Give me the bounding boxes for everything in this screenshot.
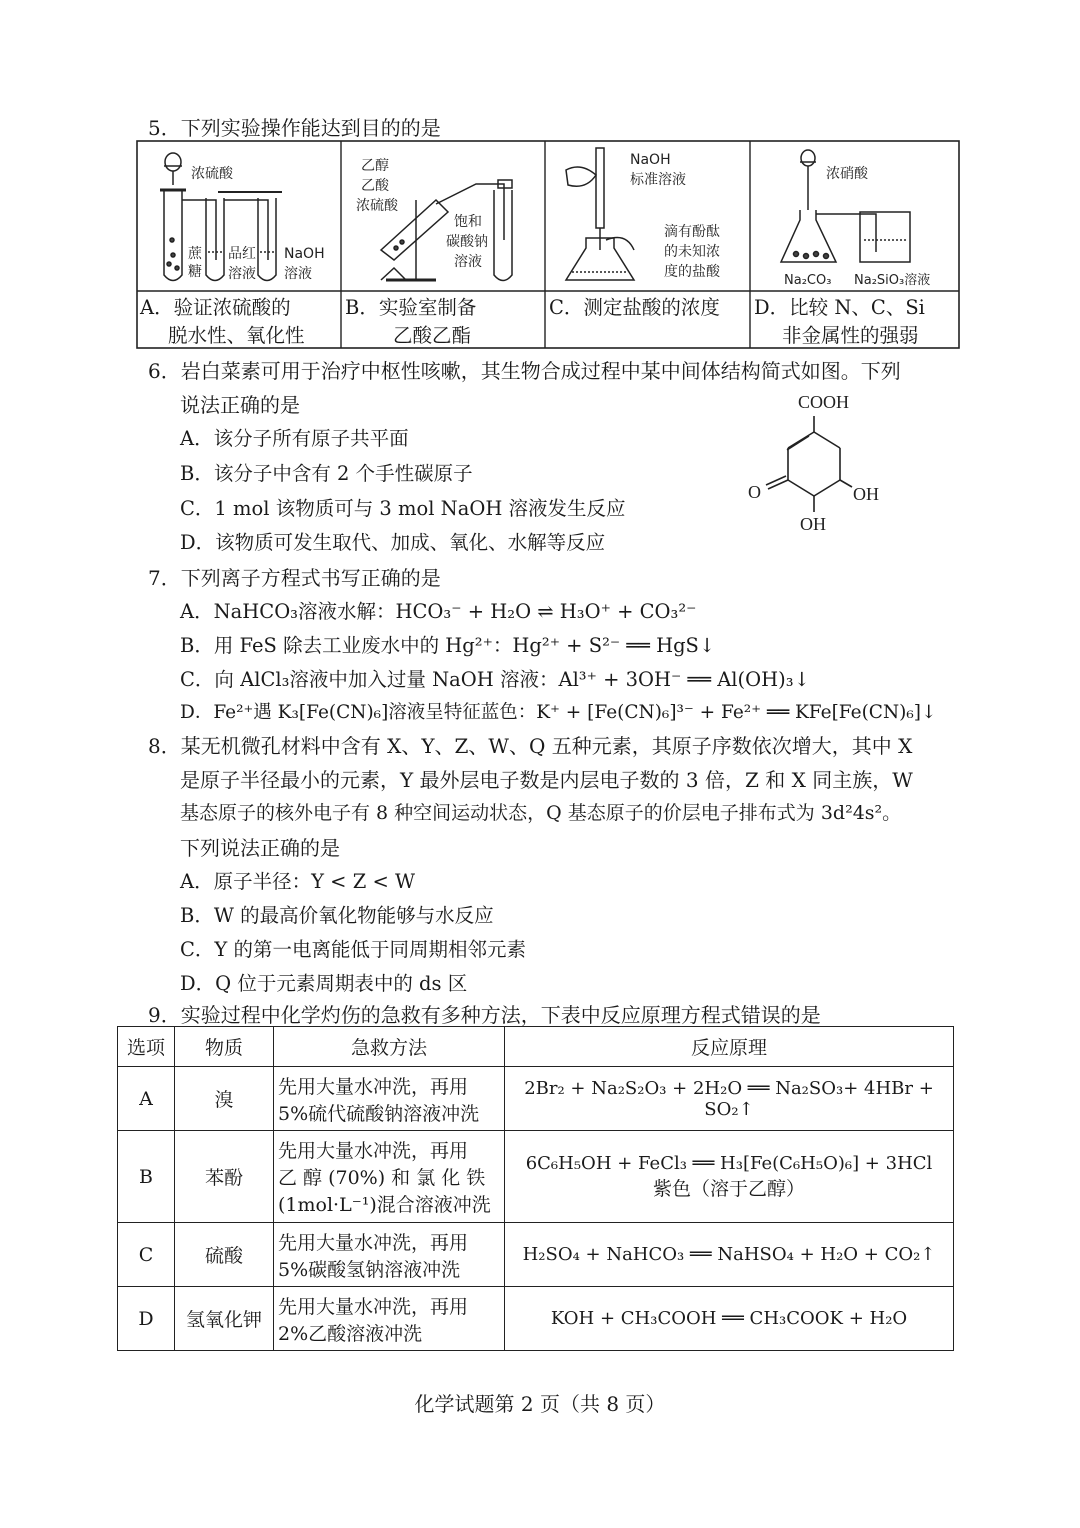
q6-option-a: A．该分子所有原子共平面: [180, 427, 409, 450]
struct-o: O: [748, 482, 761, 502]
q6-stem: 6．岩白菜素可用于治疗中枢性咳嗽，其生物合成过程中某中间体结构简式如图。下列: [148, 359, 901, 383]
row-d-method: 先用大量水冲洗，再用 2%乙酸溶液冲洗: [274, 1287, 505, 1351]
svg-text:糖: 糖: [188, 264, 202, 280]
caption-b: B．实验室制备 乙酸乙酯: [345, 296, 477, 347]
struct-oh1: OH: [853, 484, 879, 504]
header-principle: 反应原理: [505, 1027, 954, 1067]
svg-text:蔗: 蔗: [188, 246, 202, 262]
row-a-equation: 2Br₂ + Na₂S₂O₃ + 2H₂O ══ Na₂SO₃+ 4HBr + SO₂↑: [505, 1067, 954, 1131]
svg-text:滴有酚酞: 滴有酚酞: [664, 224, 720, 240]
table-header-row: [118, 1027, 954, 1067]
q9-table: [117, 1026, 954, 1351]
header-method: 急救方法: [274, 1027, 505, 1067]
struct-cooh: COOH: [798, 392, 850, 412]
table-row: [118, 1223, 954, 1287]
q8-option-a: A．原子半径：Y < Z < W: [180, 870, 416, 893]
caption-d: D．比较 N、C、Si 非金属性的强弱: [754, 296, 925, 347]
svg-text:乙醇: 乙醇: [361, 158, 389, 174]
q7-option-a: A．NaHCO₃溶液水解：HCO₃⁻ + H₂O ⇌ H₃O⁺ + CO₃²⁻: [180, 600, 697, 623]
q5-stem: 5．下列实验操作能达到目的的是: [148, 116, 441, 140]
svg-text:溶液: 溶液: [454, 254, 482, 270]
q8-option-d: D．Q 位于元素周期表中的 ds 区: [180, 972, 468, 995]
svg-text:Na₂SiO₃溶液: Na₂SiO₃溶液: [854, 273, 931, 288]
caption-a: A．验证浓硫酸的 脱水性、氧化性: [140, 296, 305, 347]
row-b-option: B: [118, 1131, 175, 1223]
row-d-equation: KOH + CH₃COOH ══ CH₃COOK + H₂O: [505, 1287, 954, 1351]
caption-c: C．测定盐酸的浓度: [549, 296, 720, 319]
apparatus-c-drawing: [566, 148, 634, 280]
q8-line-3: 基态原子的核外电子有 8 种空间运动状态，Q 基态原子的价层电子排布式为 3d²4s²。: [180, 802, 902, 824]
apparatus-b-drawing: [381, 180, 512, 281]
q8-option-b: B．W 的最高价氧化物能够与水反应: [180, 904, 494, 927]
svg-text:Na₂CO₃: Na₂CO₃: [784, 273, 832, 288]
q6-option-c: C．1 mol 该物质可与 3 mol NaOH 溶液发生反应: [180, 497, 626, 520]
label-a-acid: 浓硫酸: [191, 166, 233, 182]
header-substance: 物质: [175, 1027, 274, 1067]
table-row: [118, 1287, 954, 1351]
row-a-method: 先用大量水冲洗，再用 5%硫代硫酸钠溶液冲洗: [274, 1067, 505, 1131]
q6-stem-2: 说法正确的是: [180, 393, 300, 417]
q9-stem: 9．实验过程中化学灼伤的急救有多种方法，下表中反应原理方程式错误的是: [148, 1003, 821, 1027]
svg-text:碳酸钠: 碳酸钠: [446, 234, 488, 250]
svg-text:度的盐酸: 度的盐酸: [664, 264, 720, 280]
row-d-substance: 氢氧化钾: [175, 1287, 274, 1351]
row-b-equation: 6C₆H₅OH + FeCl₃ ══ H₃[Fe(C₆H₅O)₆] + 3HCl 紫色（溶于乙醇）: [505, 1131, 954, 1223]
q8-option-c: C．Y 的第一电离能低于同周期相邻元素: [180, 938, 526, 961]
q7-option-c: C．向 AlCl₃溶液中加入过量 NaOH 溶液：Al³⁺ + 3OH⁻ ══ Al(OH)₃↓: [180, 668, 810, 691]
table-row: [118, 1067, 954, 1131]
svg-text:溶液: 溶液: [284, 266, 312, 282]
row-c-equation: H₂SO₄ + NaHCO₃ ══ NaHSO₄ + H₂O + CO₂↑: [505, 1223, 954, 1287]
q8-line-4: 下列说法正确的是: [180, 836, 340, 860]
row-a-option: A: [118, 1067, 175, 1131]
q7-option-d: D．Fe²⁺遇 K₃[Fe(CN)₆]溶液呈特征蓝色：K⁺ + [Fe(CN)₆]³⁻ + Fe²⁺ ══ KFe[Fe(CN)₆]↓: [180, 702, 937, 723]
svg-text:的未知浓: 的未知浓: [664, 244, 720, 260]
svg-text:浓硝酸: 浓硝酸: [826, 166, 868, 182]
row-c-option: C: [118, 1223, 175, 1287]
row-c-method: 先用大量水冲洗，再用 5%碳酸氢钠溶液冲洗: [274, 1223, 505, 1287]
svg-text:乙酸: 乙酸: [361, 178, 389, 194]
svg-text:NaOH: NaOH: [284, 246, 325, 262]
q6-structure-diagram: [740, 388, 900, 538]
svg-text:溶液: 溶液: [228, 266, 256, 282]
header-option: 选项: [118, 1027, 175, 1067]
svg-text:饱和: 饱和: [454, 214, 482, 230]
svg-text:NaOH: NaOH: [630, 152, 671, 168]
struct-oh2: OH: [800, 514, 826, 534]
svg-text:品红: 品红: [228, 246, 256, 262]
svg-text:浓硫酸: 浓硫酸: [356, 198, 398, 214]
q7-option-b: B．用 FeS 除去工业废水中的 Hg²⁺：Hg²⁺ + S²⁻ ══ HgS↓: [180, 634, 716, 657]
row-a-substance: 溴: [175, 1067, 274, 1131]
q8-line-2: 是原子半径最小的元素，Y 最外层电子数是内层电子数的 3 倍，Z 和 X 同主族，W: [180, 768, 913, 792]
row-b-substance: 苯酚: [175, 1131, 274, 1223]
row-c-substance: 硫酸: [175, 1223, 274, 1287]
page-footer: 化学试题第 2 页（共 8 页）: [414, 1392, 666, 1416]
svg-text:标准溶液: 标准溶液: [630, 172, 686, 188]
q6-option-b: B．该分子中含有 2 个手性碳原子: [180, 462, 473, 485]
q7-stem: 7．下列离子方程式书写正确的是: [148, 566, 441, 590]
q8-line-1: 8．某无机微孔材料中含有 X、Y、Z、W、Q 五种元素，其原子序数依次增大，其中 X: [148, 734, 913, 758]
q6-option-d: D．该物质可发生取代、加成、氧化、水解等反应: [180, 531, 606, 554]
row-d-option: D: [118, 1287, 175, 1351]
table-row: [118, 1131, 954, 1223]
row-b-method: 先用大量水冲洗，再用 乙 醇 (70%) 和 氯 化 铁 (1mol·L⁻¹)混合溶液冲洗: [274, 1131, 505, 1223]
